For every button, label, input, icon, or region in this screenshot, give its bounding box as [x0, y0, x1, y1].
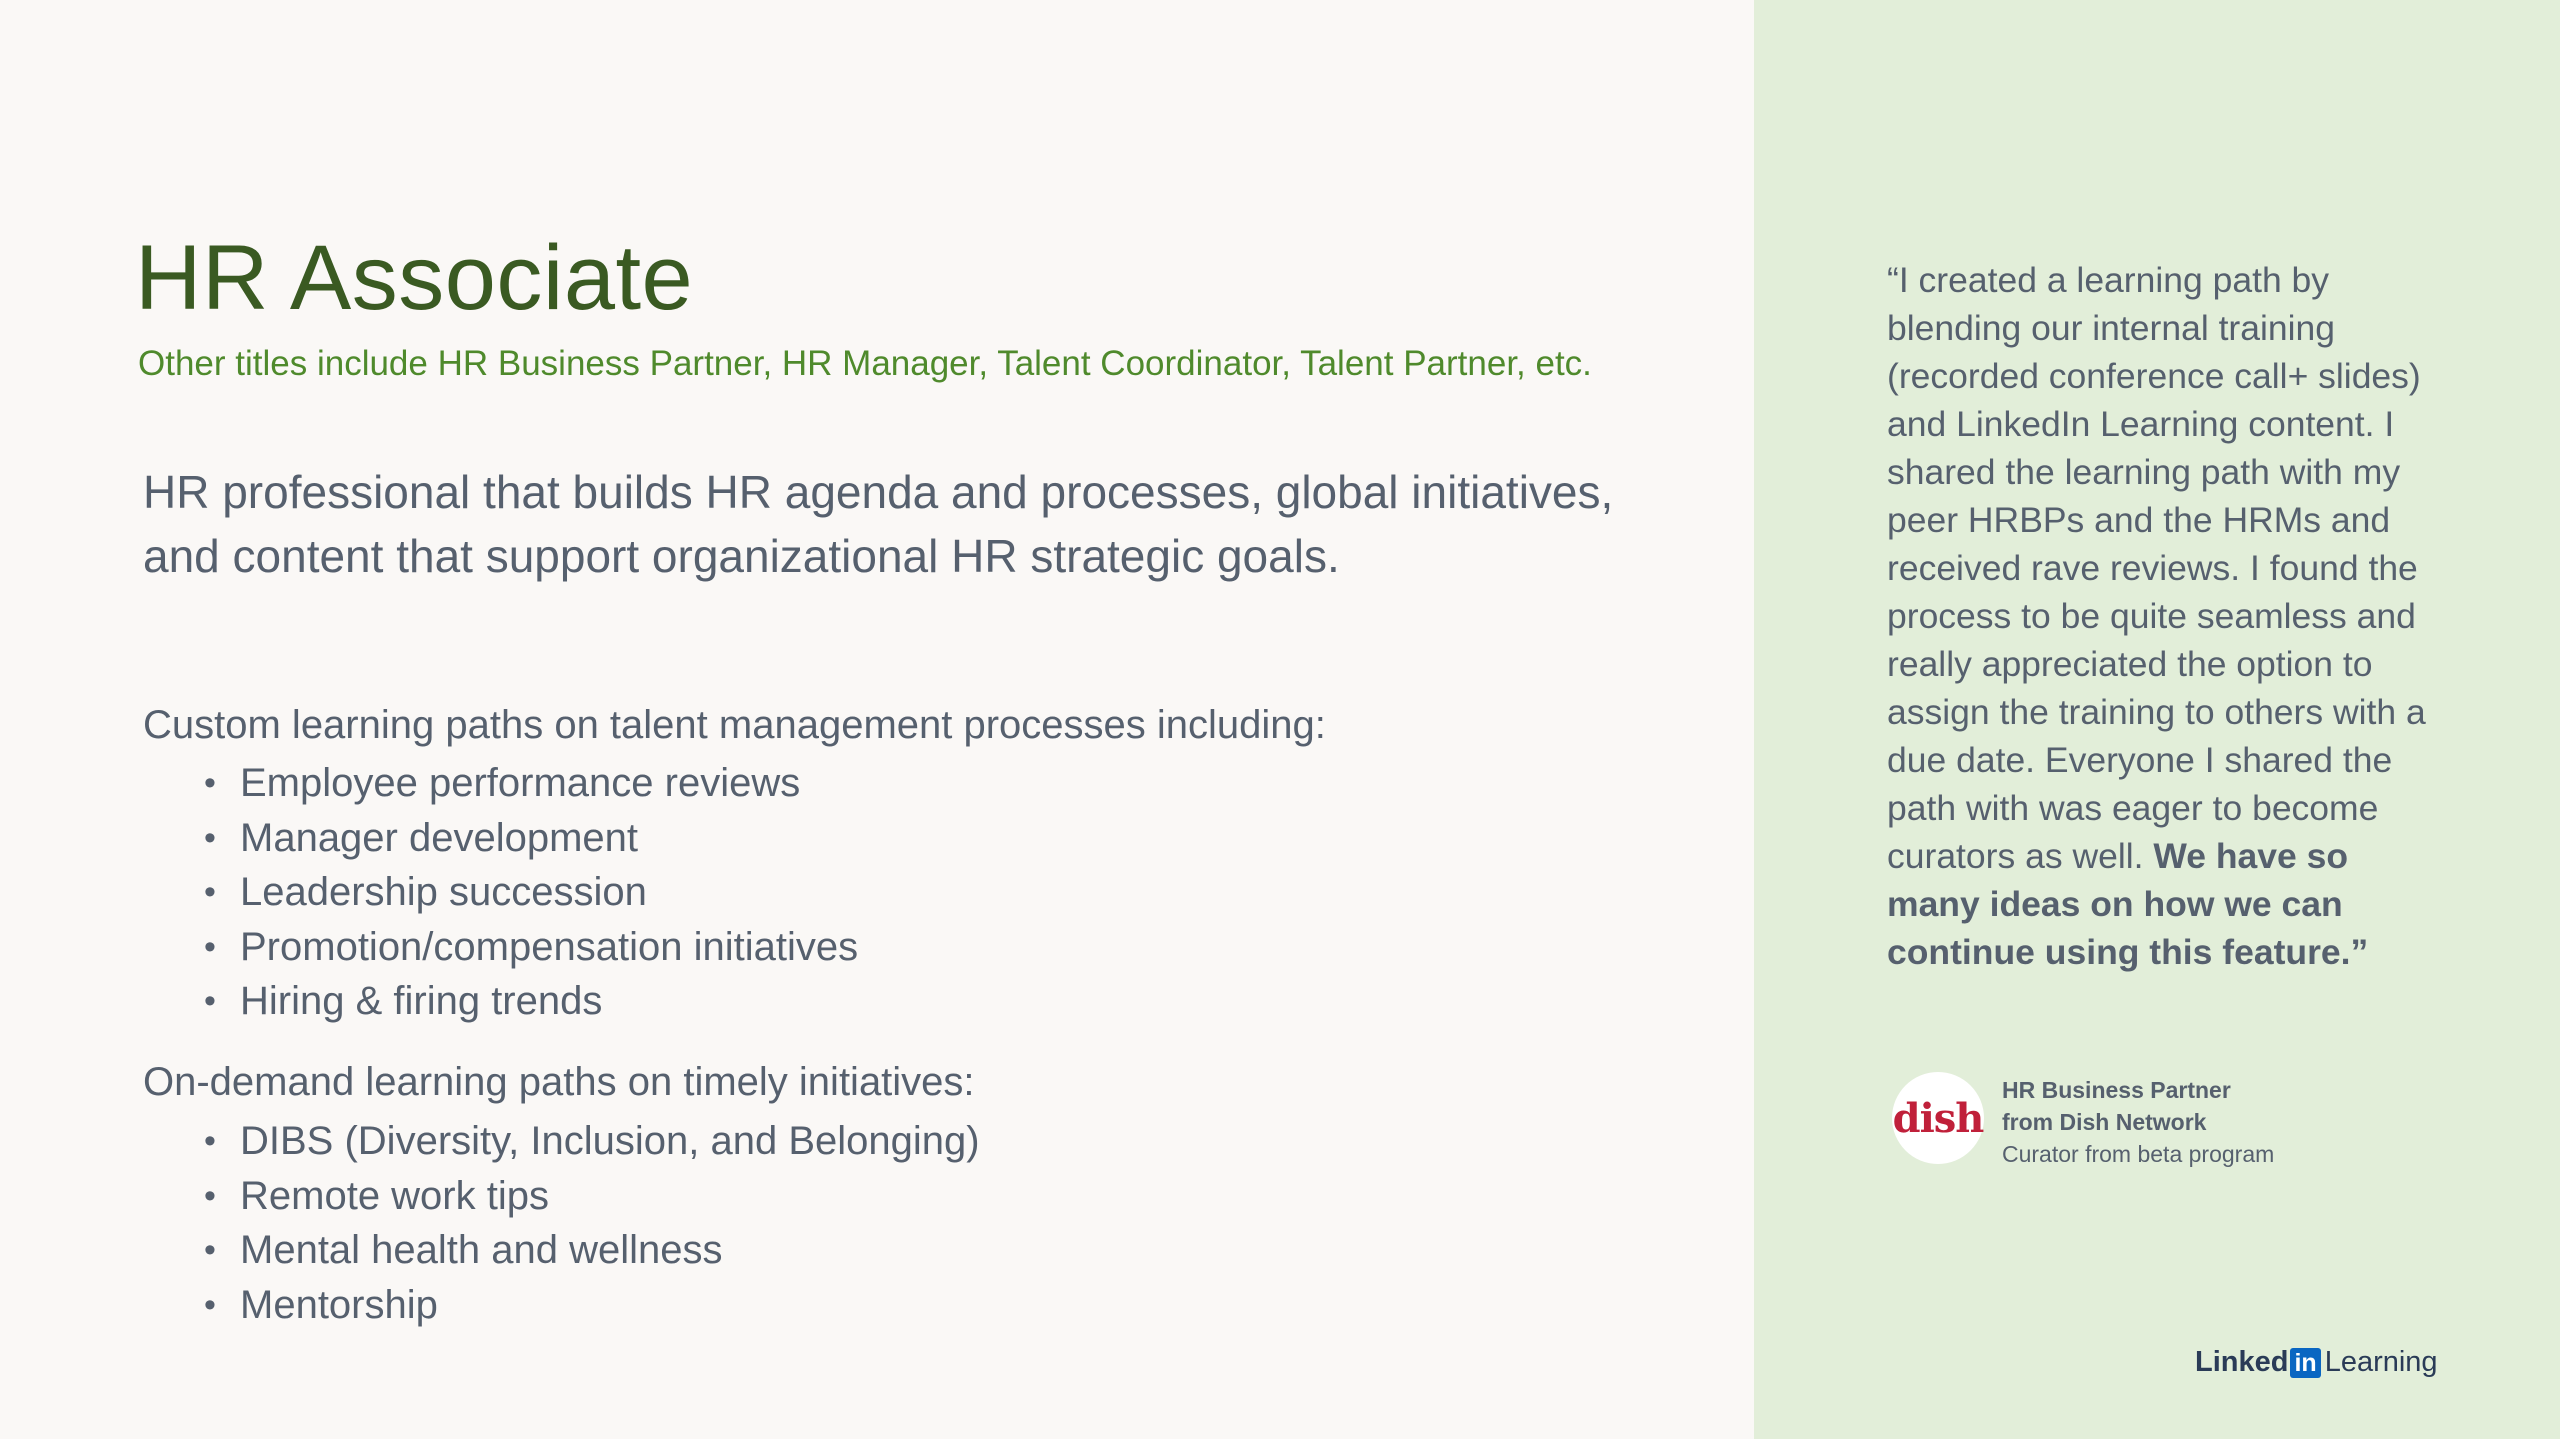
custom-paths-heading: Custom learning paths on talent management processes including: — [143, 703, 1326, 747]
bullet-icon: • — [204, 982, 216, 1020]
author-note: Curator from beta program — [2002, 1141, 2275, 1167]
bullet-icon: • — [204, 927, 216, 966]
list-item: • Leadership succession — [240, 865, 858, 920]
page-title: HR Associate — [135, 227, 694, 329]
subtitle: Other titles include HR Business Partner, HR Manager, Talent Coordinator, Talent Partner, etc. — [138, 344, 1592, 383]
ondemand-paths-heading: On-demand learning paths on timely initiatives: — [143, 1060, 975, 1104]
quote-highlight: We have so many ideas on how we can continue using this feature.” — [1887, 836, 2369, 972]
bullet-icon: • — [204, 1285, 216, 1324]
list-item: • Mentorship — [240, 1278, 980, 1333]
brand-linked: Linked — [2195, 1346, 2289, 1378]
ondemand-paths-list — [204, 1114, 980, 1332]
list-item: • DIBS (Diversity, Inclusion, and Belonging) — [240, 1114, 980, 1169]
list-item: • Remote work tips — [240, 1169, 980, 1224]
author-company: from Dish Network — [2002, 1109, 2207, 1135]
bullet-icon: • — [204, 1122, 216, 1160]
dish-logo-text: dish — [1892, 1094, 1984, 1142]
brand-learning: Learning — [2324, 1346, 2438, 1378]
linkedin-in-icon: in — [2290, 1348, 2320, 1378]
linkedin-learning-logo — [2195, 1346, 2438, 1379]
testimonial-quote — [1887, 256, 2447, 976]
list-item: • Employee performance reviews — [240, 756, 858, 811]
quote-text: “I created a learning path by blending our internal training (recorded conference call+ slides) and LinkedIn Learning content. I shared the learning path with my peer HRBPs and the HRMs and received rave reviews. I found the process to be quite seamless and really appreciated the option to assign the training to others with a due date. Everyone I shared the path with was eager to become curators as well. — [1887, 260, 2426, 876]
bullet-icon: • — [204, 873, 216, 911]
role-description: HR professional that builds HR agenda and processes, global initiatives, and content that support organizational HR strategic goals. — [143, 466, 1614, 582]
author-role: HR Business Partner — [2002, 1077, 2231, 1103]
testimonial-attribution — [2002, 1074, 2274, 1170]
bullet-icon: • — [204, 1231, 216, 1269]
list-item: • Hiring & firing trends — [240, 974, 858, 1029]
list-item: • Mental health and wellness — [240, 1223, 980, 1278]
bullet-icon: • — [204, 1176, 216, 1215]
dish-logo — [1892, 1072, 1984, 1164]
list-item: • Promotion/compensation initiatives — [240, 920, 858, 975]
bullet-icon: • — [204, 764, 216, 802]
custom-paths-list — [204, 756, 859, 1029]
bullet-icon: • — [204, 818, 216, 857]
list-item: • Manager development — [240, 811, 858, 866]
